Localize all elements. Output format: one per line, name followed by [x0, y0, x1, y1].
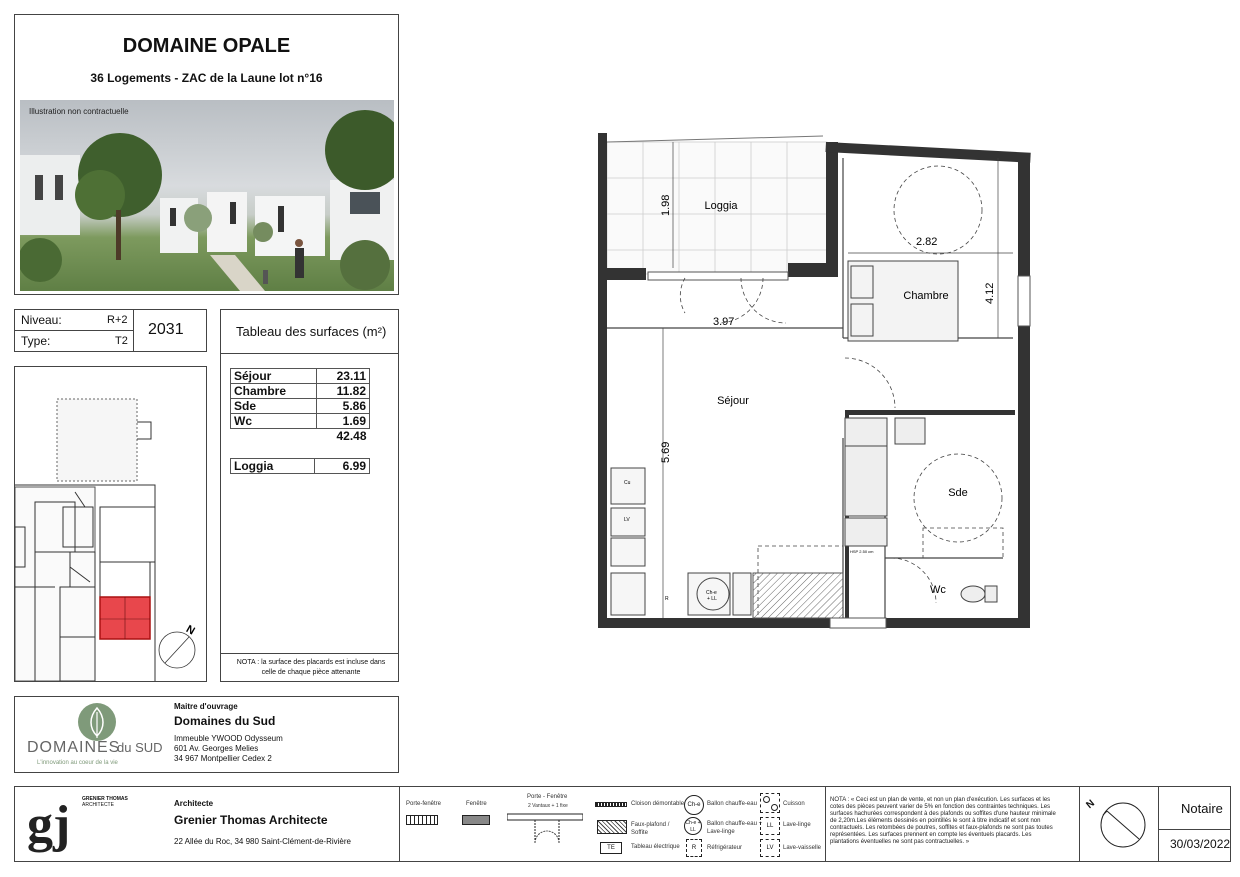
label-che-ll: + LL	[707, 596, 717, 602]
legend-cuisson: Cuisson	[783, 801, 805, 807]
ballon-symbol	[684, 795, 704, 815]
dim-chambre-height: 4.12	[984, 282, 996, 304]
dim-sejour-height: 5.69	[660, 441, 672, 463]
divider	[1079, 787, 1080, 861]
ce-ll-label: Ch-e + LL	[685, 820, 701, 833]
total-row	[231, 429, 370, 444]
room-sejour: Séjour	[717, 395, 749, 407]
legend-fenetre: Fenêtre	[466, 801, 487, 807]
legend-cloison: Cloison démontable	[631, 801, 685, 807]
divider	[221, 353, 398, 354]
fenetre-symbol	[462, 815, 490, 825]
owner-role: Maitre d'ouvrage	[174, 702, 238, 711]
room-sde: Sde	[948, 487, 968, 499]
table-row: Séjour 23.11	[231, 369, 370, 384]
svg-text:N: N	[183, 623, 197, 638]
type-value: T2	[115, 335, 128, 347]
architect-logo-sub: ARCHITECTE	[82, 802, 114, 808]
room-loggia: Loggia	[704, 200, 738, 212]
niveau-type-box	[14, 309, 134, 352]
refrigerateur-symbol	[686, 839, 702, 857]
dim-loggia-height: 1.98	[660, 194, 672, 216]
owner-logo-suffix: du SUD	[117, 740, 163, 755]
architect-role: Architecte	[174, 799, 214, 808]
legend-lave-linge: Lave-linge	[783, 822, 811, 828]
divider	[399, 787, 400, 861]
te-label: TE	[607, 845, 615, 851]
te-symbol	[600, 842, 622, 854]
legend-porte-fenetre: Porte-fenêtre	[406, 801, 442, 807]
unit-number-box	[133, 309, 207, 352]
table-row: Wc 1.69	[231, 414, 370, 429]
faux-plafond-symbol	[597, 820, 627, 834]
porte-fenetre-2-symbol	[507, 811, 583, 851]
ce-label: Ch-e	[687, 802, 701, 808]
north-arrow-icon	[1085, 793, 1155, 855]
lv-label: LV	[766, 845, 774, 851]
unit-number: 2031	[148, 321, 184, 338]
surfaces-title: Tableau des surfaces (m²)	[236, 324, 387, 339]
svg-text:gj: gj	[27, 796, 71, 853]
label-che: Ch-e	[706, 590, 717, 596]
key-plan-box	[14, 366, 207, 682]
lave-vaisselle-symbol	[760, 839, 780, 857]
architect-address: 22 Allée du Roc, 34 980 Saint-Clément-de-Rivière	[174, 837, 351, 846]
ballon-ll-symbol	[684, 817, 702, 835]
legend-refrigerateur: Réfrigérateur	[707, 845, 743, 851]
r-label: R	[691, 845, 697, 851]
project-subtitle: 36 Logements - ZAC de la Laune lot n°16	[90, 71, 323, 85]
legend-ballon-ll: Ballon chauffe-eau + Lave-linge	[707, 821, 763, 835]
footer-box	[14, 786, 1231, 862]
owner-logo-tagline: L'innovation au coeur de la vie	[37, 760, 118, 766]
lave-linge-symbol	[760, 817, 780, 835]
ll-label: LL	[766, 823, 774, 829]
divider	[1158, 829, 1230, 830]
label-cuisson: Cu	[624, 480, 631, 486]
legend-faux-plafond: Faux-plafond / Soffite	[631, 822, 670, 836]
architect-name: Grenier Thomas Architecte	[174, 813, 328, 827]
divider	[1158, 787, 1159, 861]
divider	[221, 653, 398, 654]
dim-sejour-width: 3.97	[713, 316, 735, 328]
loggia-table	[230, 458, 370, 474]
nota-text: NOTA : « Ceci est un plan de vente, et non un plan d'exécution. Les surfaces et les cotes des pièces peuvent varier de 5% en fonction des contraintes techniques. Les surfaces hachurées correspondent à des plafonds ou soffites d'une hauteur minimale de 2,20m.Les éléments dessinés en pointillés le sont à titre indicatif et sont non contractuels. Les retombées de poutres, soffites et faux-plafonds ne sont pas toutes représentées. Les surfaces prennent en compte les éventuels placards. Les plantations éventuelles ne sont pas contractuelles. »	[830, 797, 1056, 845]
divider	[15, 330, 133, 331]
surface-total: 42.48	[336, 429, 367, 443]
project-title: DOMAINE OPALE	[122, 35, 291, 57]
niveau-label: Niveau:	[21, 313, 62, 327]
owner-address2: 601 Av. Georges Melies	[174, 744, 259, 753]
owner-address3: 34 967 Montpellier Cedex 2	[174, 754, 272, 763]
table-row: Sde 5.86	[231, 399, 370, 414]
niveau-value: R+2	[107, 314, 128, 326]
architect-logo-text: GRENIER THOMAS	[82, 796, 128, 802]
legend-vantaux: 2 Vantaux + 1 fixe	[528, 803, 568, 809]
label-hsp: HSP 2.50 cm	[850, 549, 874, 554]
illustration-image	[20, 100, 394, 291]
cloison-symbol	[595, 802, 627, 807]
owner-logo-text: DOMAINES	[27, 739, 121, 756]
owner-address1: Immeuble YWOOD Odysseum	[174, 734, 283, 743]
room-chambre: Chambre	[903, 290, 949, 302]
legend-ballon: Ballon chauffe-eau	[707, 801, 757, 807]
legend-porte-fenetre-2: Porte - Fenêtre	[527, 794, 568, 800]
type-label: Type:	[21, 334, 51, 348]
leaf-logo-icon	[77, 702, 117, 742]
table-row: Loggia 6.99	[231, 459, 370, 474]
room-wc: Wc	[930, 584, 946, 596]
legend-tableau: Tableau électrique	[631, 844, 680, 850]
label-lv: LV	[624, 517, 630, 523]
table-row: Chambre 11.82	[231, 384, 370, 399]
owner-box	[14, 696, 399, 773]
owner-name: Domaines du Sud	[174, 714, 276, 728]
legend-lave-vaisselle: Lave-vaisselle	[783, 845, 822, 851]
header-box	[14, 14, 399, 295]
notaire-label: Notaire	[1181, 801, 1223, 816]
surfaces-note: NOTA : la surface des placards est incluse dans celle de chaque pièce attenante	[236, 659, 386, 676]
floor-plan	[593, 128, 1043, 638]
key-plan	[15, 367, 206, 681]
label-r: R	[665, 596, 669, 602]
illustration-note: Illustration non contractuelle	[29, 107, 129, 116]
divider	[825, 787, 826, 861]
surfaces-table	[230, 368, 370, 443]
north-label: N	[1084, 797, 1097, 812]
dim-chambre-width: 2.82	[916, 236, 938, 248]
porte-fenetre-symbol	[406, 815, 438, 825]
notaire-date: 30/03/2022	[1170, 837, 1231, 851]
surfaces-box	[220, 309, 399, 682]
cuisson-symbol	[760, 793, 780, 813]
